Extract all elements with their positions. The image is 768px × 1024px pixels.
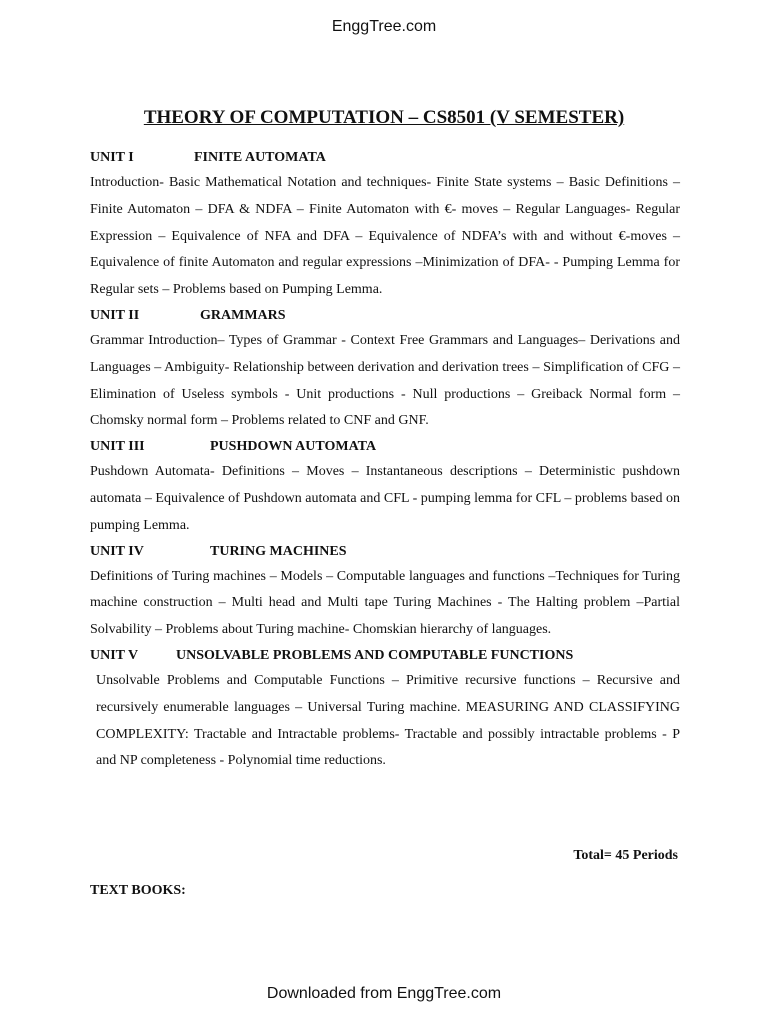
unit-number: UNIT I [90, 150, 134, 165]
unit-number: UNIT V [90, 647, 139, 663]
unit-name: GRAMMARS [200, 307, 286, 323]
unit-name: TURING MACHINES [210, 543, 347, 559]
site-header: EnggTree.com [331, 18, 437, 35]
unit-2-section [90, 304, 680, 435]
unit-name: FINITE AUTOMATA [194, 150, 326, 165]
unit-name: UNSOLVABLE PROBLEMS AND COMPUTABLE FUNCTIONS [176, 647, 574, 663]
syllabus-content [90, 146, 680, 775]
unit-5-section [90, 644, 680, 775]
unit-heading [90, 644, 680, 668]
site-footer: Downloaded from EnggTree.com [266, 985, 502, 1002]
unit-number: UNIT II [90, 307, 140, 323]
unit-1-section [90, 146, 680, 304]
unit-heading [90, 146, 680, 170]
unit-3-section [90, 435, 680, 539]
unit-description: Definitions of Turing machines – Models – Computable languages and functions –Techniques for Turing machine construction – Multi head and Multi tape Turing Machines - The Halting problem –Partial Solvability – Problems about Turing machine- Chomskian hierarchy of languages. [90, 568, 680, 638]
unit-heading [90, 435, 680, 459]
unit-number: UNIT III [90, 439, 145, 455]
unit-description: Unsolvable Problems and Computable Functions – Primitive recursive functions – Recursive and recursively enumerable languages – Universal Turing machine. MEASURING AND CLASSIFYING COMPLEXITY: Tractable and Intractable problems- Tractable and possibly intractable problems - P and NP completeness - Polynomial time reductions. [96, 672, 680, 769]
unit-heading [90, 304, 680, 328]
unit-description: Pushdown Automata- Definitions – Moves – Instantaneous descriptions – Deterministic pushdown automata – Equivalence of Pushdown automata and CFL - pumping lemma for CFL – problems based on pumping Lemma. [90, 464, 680, 533]
unit-description: Introduction- Basic Mathematical Notation and techniques- Finite State systems – Basic Definitions –Finite Automaton – DFA & NDFA – Finite Automaton with €- moves – Regular Languages- Regular Expression – Equivalence of NFA and DFA – Equivalence of NDFA’s with and without €-moves –Equivalence of finite Automaton and regular expressions –Minimization of DFA- - Pumping Lemma for Regular sets – Problems based on Pumping Lemma. [90, 175, 680, 298]
unit-name: PUSHDOWN AUTOMATA [210, 439, 377, 455]
unit-4-section [90, 540, 680, 644]
document-title: THEORY OF COMPUTATION – CS8501 (V SEMESTER) [143, 107, 625, 128]
unit-number: UNIT IV [90, 543, 144, 559]
unit-heading [90, 540, 680, 564]
unit-description: Grammar Introduction– Types of Grammar - Context Free Grammars and Languages– Derivations and Languages – Ambiguity- Relationship between derivation and derivation trees – Simplification of CFG – Elimination of Useless symbols - Unit productions - Null productions – Greiback Normal form – Chomsky normal form – Problems related to CNF and GNF. [90, 332, 680, 429]
total-periods: Total= 45 Periods [573, 848, 678, 863]
textbooks-heading: TEXT BOOKS: [90, 883, 186, 898]
